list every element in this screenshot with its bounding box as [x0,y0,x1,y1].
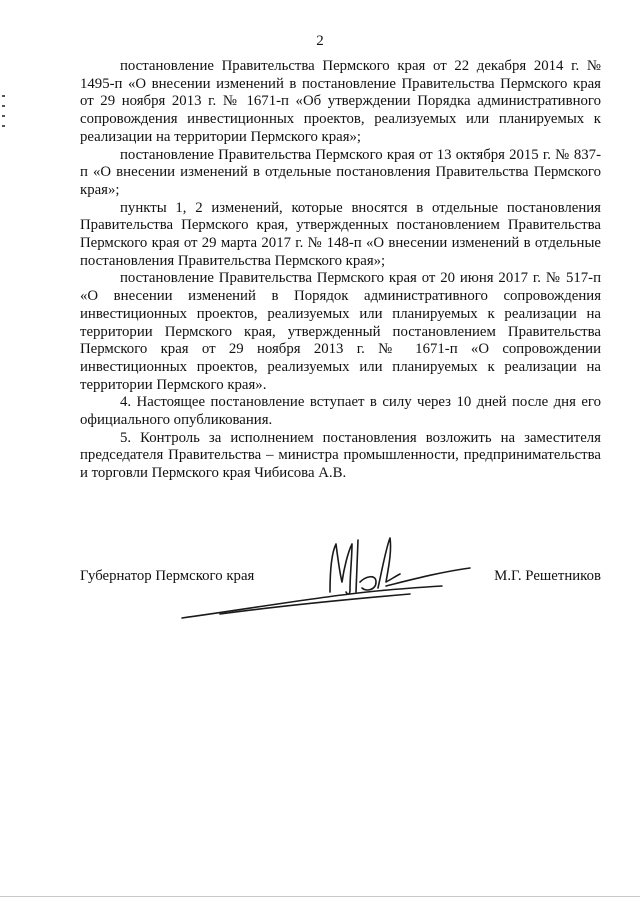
document-body [80,58,601,483]
page-number: 2 [316,33,324,49]
paragraph-decree-2014: постановление Правительства Пермского края от 22 декабря 2014 г. № 1495-п «О внесении изменений в постановление Правительства Пермского края от 29 ноября 2013 г. № 1671-п «Об утверждении Порядка административного сопровождения инвестиционных проектов, реализуемых или планируемых к реализации на территории Пермского края»; [80,58,601,145]
paragraph-effective-date: 4. Настоящее постановление вступает в силу через 10 дней после дня его официального опубликования. [80,394,601,429]
paragraph-items-2017: пункты 1, 2 изменений, которые вносятся в отдельные постановления Правительства Пермского края, утвержденных постановлением Правительства Пермского края от 29 марта 2017 г. № 148-п «О внесении изменений в отдельные постановления Правительства Пермского края»; [80,199,601,269]
signer-name: М.Г. Решетников [494,568,601,584]
paragraph-control: 5. Контроль за исполнением постановления возложить на заместителя председателя Правительства – министра промышленности, предпринимательства и торговли Пермского края Чибисова А.В. [80,429,601,482]
binding-marks [2,95,8,135]
paragraph-decree-2015: постановление Правительства Пермского края от 13 октября 2015 г. № 837-п «О внесении изменений в отдельные постановления Правительства Пермского края»; [80,146,601,198]
signer-title: Губернатор Пермского края [80,568,255,584]
page-bottom-edge [0,896,640,897]
paragraph-decree-june-2017: постановление Правительства Пермского края от 20 июня 2017 г. № 517-п «О внесении изменений в Порядок административного сопровождения инвестиционных проектов, реализуемых или планируемых к реализации на территории Пермского края, утвержденный постановлением Правительства Пермского края от 29 ноября 2013 г. № 1671-п «О сопровождении инвестиционных проектов, реализуемых или планируемых к реализации на территории Пермского края». [80,270,601,393]
signature-block [80,567,601,589]
